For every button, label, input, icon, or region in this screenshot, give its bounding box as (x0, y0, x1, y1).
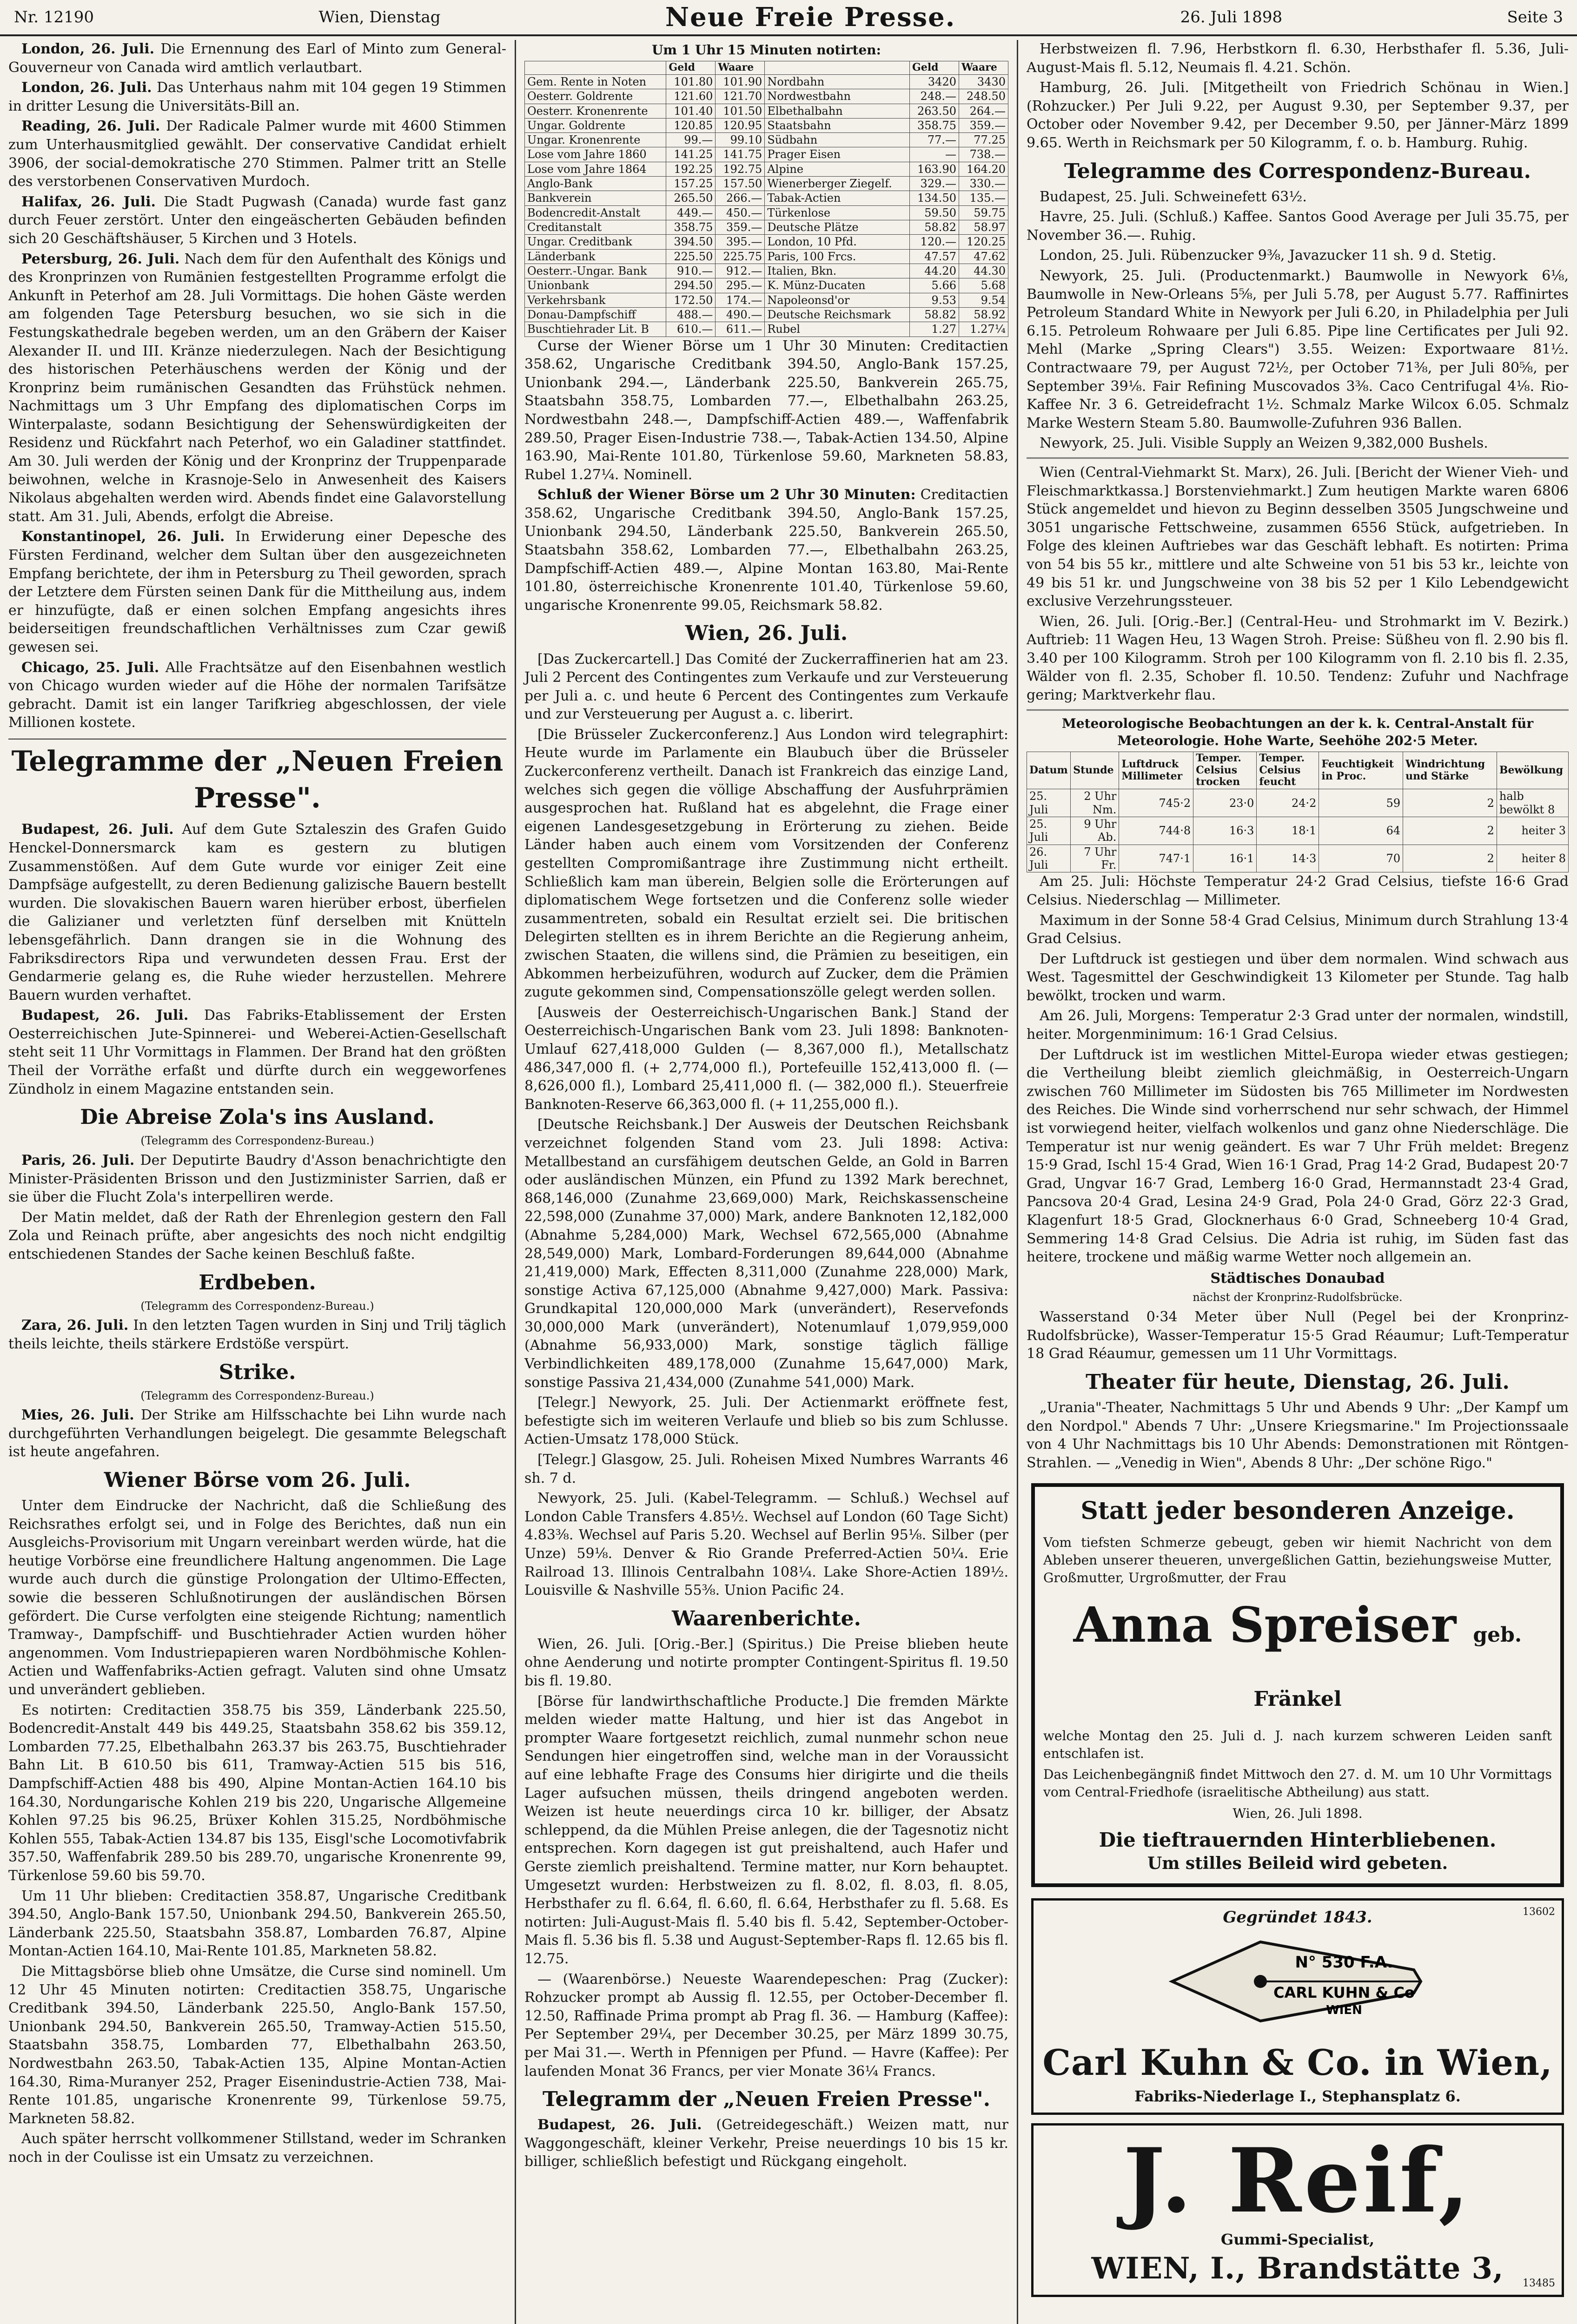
table-cell: 2 (1403, 845, 1497, 872)
divider (1027, 457, 1569, 459)
kuhn-company-name: Carl Kuhn & Co. in Wien, (1042, 2042, 1553, 2084)
table-cell: 163.90 (910, 162, 959, 176)
table-cell: 488.— (666, 307, 716, 322)
table-cell: 47.62 (959, 249, 1008, 264)
table-cell: 2 (1403, 789, 1497, 817)
quote-row (525, 89, 1008, 104)
table-cell: 248.— (910, 89, 959, 104)
table-cell: 2 Uhr Nm. (1071, 789, 1119, 817)
livestock-paragraph: Wien (Central-Viehmarkt St. Marx), 26. Juli. [Bericht der Wiener Vieh- und Fleischmarktkassa.] Borstenviehmarkt.] Zum heutigen Markte waren 6806 Stück angemeldet und hievon zu Beginn desselben 3505 Jungschweine und 3051 ungarische Fettschweine, zusammen 6556 Stück, aufgetrieben. In Folge des kleinen Auftriebes war das Geschäft lebhaft. Es notirten: Prima von 54 bis 55 kr., mittlere und alte Schweine von 51 bis 53 kr., leichte von 49 bis 51 kr. und Jungschweine von 38 bis 52 per 1 Kilo Lebendgewicht exclusive Verzehrungssteuer. (1027, 464, 1569, 610)
table-cell: 7 Uhr Fr. (1071, 845, 1119, 872)
commodity-paragraph: — (Waarenbörse.) Neueste Waarendepeschen: Prag (Zucker): Rohzucker prompt ab Aussig fl. 12.55, per October-December fl. 12.50, Raffinade Prima prompt ab Prag fl. 36. — Hamburg (Kaffee): Per September 29¼, per December 30.25, per März 1899 30.75, per Mai 31.—. Werth in Pfennigen per Pfund. — Havre (Kaffee): Per laufenden Monat 36 Francs, per vier Monate 36¼ Francs. (524, 1971, 1008, 2080)
page-number: Seite 3 (1507, 8, 1563, 26)
table-cell: Bankverein (525, 191, 666, 205)
table-cell: 745·2 (1119, 789, 1193, 817)
deceased-name: Anna Spreiser geb. Fränkel (1073, 1596, 1522, 1711)
table-cell: Donau-Dampfschiff (525, 307, 666, 322)
table-cell: 295.— (716, 278, 765, 293)
telegram-heading: Telegramm der „Neuen Freien Presse". (542, 2087, 991, 2112)
table-header: Luftdruck Millimeter (1119, 752, 1193, 789)
zola-paragraph-2: Der Matin meldet, daß der Rath der Ehrenlegion gestern den Fall Zola und Reinach prüfte, aber angesichts des noch nicht endgiltig entschiedenen Standes der Sache keinen Beschluß faßte. (8, 1209, 506, 1262)
table-cell: 58.97 (959, 220, 1008, 235)
quote-row (525, 177, 1008, 191)
table-cell: 738.— (959, 147, 1008, 162)
masthead (0, 0, 1577, 36)
table-cell: Staatsbahn (765, 118, 910, 132)
table-cell: 134.50 (910, 191, 959, 205)
exchange-close-paragraph: Schluß der Wiener Börse um 2 Uhr 30 Minuten: Creditactien 358.62, Ungarische Creditbank 394.50, Anglo-Bank 157.25, Unionbank 294.50, Länderbank 225.50, Bankverein 265.50, Staatsbahn 358.62, Lombarden 77.—, Elbethalbahn 263.25, Dampfschiff-Actien 489.—, Alpine Montan 163.80, Mai-Rente 101.80, österreichische Kronenrente 101.40, Türkenlose 59.60, ungarische Kronenrente 99.05, Reichsmark 58.82. (524, 487, 1008, 614)
weather-row (1027, 817, 1569, 845)
table-cell: 47.57 (910, 249, 959, 264)
donaubad-sub: nächst der Kronprinz-Rudolfsbrücke. (1193, 1291, 1403, 1304)
market-paragraph: Newyork, 25. Juli. Visible Supply an Weizen 9,382,000 Bushels. (1040, 435, 1488, 452)
table-cell: 2 (1403, 817, 1497, 845)
quote-row (525, 264, 1008, 278)
exchange-paragraph: Curse der Wiener Börse um 1 Uhr 30 Minuten: Creditactien 358.62, Ungarische Creditbank 394.50, Anglo-Bank 157.25, Unionbank 294.—, Länderbank 225.50, Bankverein 265.75, Staatsbahn 358.75, Lombarden 77.—, Elbethalbahn 263.25, Nordwestbahn 248.—, Dampfschiff-Actien 489.—, Waffenfabrik 289.50, Prager Eisen-Industrie 738.—, Tabak-Actien 134.50, Alpine 163.90, Mai-Rente 101.80, Türkenlose 59.60, Markneten 58.83, Rubel 1.27¼. Nominell. (524, 337, 1008, 483)
table-cell: 101.40 (666, 104, 716, 118)
article-paragraph: Petersburg, 26. Juli. Nach dem für den Aufenthalt des Königs und des Kronprinzen von Rumänien festgestellten Programme erfolgt die Ankunft in Peterhof am 28. Juli Vormittags. Die hohen Gäste werden am folgenden Tage Petersburg besuchen, wo sie sich in die Festungskathedrale begeben werden, um an den Gräbern der Kaiser Alexander II. und III. Kränze niederzulegen. Nach der Besichtigung des historischen Peterhäuschens werden der König und der Kronprinz beim rumänischen Gesandten das Frühstück nehmen. Nachmittags um 3 Uhr Empfang des diplomatischen Corps im Winterpalaste, sodann Besichtigung der Sehenswürdigkeiten der Residenz und Rückfahrt nach Peterhof, wo ein Galadiner stattfindet. Am 30. Juli werden der König und der Kronprinz der Truppenparade beiwohnen, welche in Krasnoje-Selo in Anwesenheit des Kaisers Nikolaus abgehalten werden wird. Abends findet eine Galavorstellung statt. Am 31. Juli, Abends, erfolgt die Abreise. (8, 251, 506, 525)
table-cell: 120.— (910, 235, 959, 249)
table-cell: 225.50 (666, 249, 716, 264)
weather-row (1027, 789, 1569, 817)
commodity-paragraph: Wien, 26. Juli. [Orig.-Ber.] (Spiritus.) Die Preise blieben heute ohne Aenderung und notirte prompter Contingent-Spiritus fl. 19.50 bis fl. 19.80. (524, 1636, 1008, 1690)
table-cell: Alpine (765, 162, 910, 176)
quote-row (525, 205, 1008, 220)
table-cell: 5.66 (910, 278, 959, 293)
table-cell: Ungar. Kronenrente (525, 133, 666, 147)
table-cell: 3430 (959, 74, 1008, 89)
strike-heading: Strike. (219, 1360, 296, 1384)
exchange-paragraph: Unter dem Eindrucke der Nachricht, daß die Schließung des Reichsrathes erfolgt sei, und in Folge des Berichtes, daß nun ein Ausgleichs-Provisorium mit Ungarn vereinbart werden würde, hat die heutige Vorbörse eine freundlichere Haltung angenommen. Die Lage wurde auch durch die günstige Prolongation der Ultimo-Effecten, sowie die besseren Schlußnotirungen der ausländischen Börsen gefördert. Die Curse verfolgten eine steigende Richtung; namentlich Tramway-, Dampfschiff- und Buschtiehrader Actien wurden höher angenommen. Vom Industriepapieren waren Nordböhmische Kohlen-Actien und Waffenfabriks-Actien gefragt. Valuten sind ohne Umsatz und unverändert geblieben. (8, 1498, 506, 1698)
issue-number: Nr. 12190 (14, 8, 94, 26)
quote-row (525, 74, 1008, 89)
table-header: Geld (666, 61, 716, 74)
table-cell: 101.80 (666, 74, 716, 89)
weather-row (1027, 845, 1569, 872)
table-cell: 16·1 (1193, 845, 1257, 872)
table-cell: 101.50 (716, 104, 765, 118)
theater-paragraph: „Urania"-Theater, Nachmittags 5 Uhr und Abends 9 Uhr: „Der Kampf um den Nordpol." Abends 7 Uhr: „Unsere Kriegsmarine." Im Projectionssaale von 4 Uhr Nachmittags bis 10 Uhr Abends: Demonstrationen mit Röntgen-Strahlen. — „Venedig in Wien", Abends 8 Uhr: „Der schöne Rigo." (1027, 1399, 1569, 1471)
table-cell: 70 (1319, 845, 1403, 872)
table-cell: 1.27 (910, 322, 959, 337)
table-cell: Paris, 100 Frcs. (765, 249, 910, 264)
table-cell: Gem. Rente in Noten (525, 74, 666, 89)
market-paragraph: London, 25. Juli. Rübenzucker 9⅜, Javazucker 11 sh. 9 d. Stetig. (1040, 247, 1497, 264)
table-cell: 266.— (716, 191, 765, 205)
quote-row (525, 133, 1008, 147)
earthquake-heading: Erdbeben. (199, 1270, 316, 1294)
exchange-paragraph: Es notirten: Creditactien 358.75 bis 359, Länderbank 225.50, Bodencredit-Anstalt 449 bis 449.25, Staatsbahn 358.62 bis 359.12, Lombarden 77.25, Elbethalbahn 263.37 bis 263.75, Buschtiehrader Bahn Lit. B 610.50 bis 611, Tramway-Actien 515 bis 516, Dampfschiff-Actien 488 bis 490, Alpine Montan-Actien 164.10 bis 164.30, Nordungarische Kohlen 219 bis 220, Ungarische Allgemeine Kohlen 97.25 bis 96.25, Brüxer Kohlen 315.25, Nordböhmische Kohlen 555, Tabak-Actien 134.87 bis 135, Eisgl'sche Locomotivfabrik 357.50, Waffenfabrik 289.50 bis 289.70, ungarische Kronenrente 99, Türkenlose 59.60 bis 59.70. (8, 1702, 506, 1884)
table-cell: 121.70 (716, 89, 765, 104)
nib-text-1: N° 530 F.A. (1295, 1953, 1393, 1972)
table-header: Waare (716, 61, 765, 74)
table-cell: 25. Juli (1027, 817, 1071, 845)
nib-text-3: WIEN (1326, 2003, 1362, 2017)
table-cell: 9.54 (959, 293, 1008, 307)
place-date: Wien, Dienstag (318, 8, 441, 26)
nib-text-2: CARL KUHN & Co (1273, 1983, 1415, 2001)
table-cell: 263.50 (910, 104, 959, 118)
table-cell: 77.— (910, 133, 959, 147)
zola-heading: Die Abreise Zola's ins Ausland. (80, 1105, 435, 1129)
article-paragraph: Chicago, 25. Juli. Alle Frachtsätze auf den Eisenbahnen westlich von Chicago wurden wieder auf die Höhe der normalen Tarifsätze gebracht. Damit ist ein langer Tarifkrieg abgeschlossen, der viele Millionen kostete. (8, 659, 506, 731)
table-cell: Südbahn (765, 133, 910, 147)
table-cell: — (910, 147, 959, 162)
table-cell: 394.50 (666, 235, 716, 249)
table-cell: 912.— (716, 264, 765, 278)
table-header: Windrichtung und Stärke (1403, 752, 1497, 789)
table-cell: 16·3 (1193, 817, 1257, 845)
table-header-row (1027, 752, 1569, 789)
table-cell: 264.— (959, 104, 1008, 118)
divider (1027, 709, 1569, 711)
death-notice-text: Vom tiefsten Schmerze gebeugt, geben wir hiemit Nachricht von dem Ableben unserer theueren, unvergeßlichen Gattin, beziehungsweise Mutter, Großmutter, Urgroßmutter, der Frau (1043, 1534, 1552, 1585)
market-paragraph: Hamburg, 26. Juli. [Mitgetheilt von Friedrich Schönau in Wien.] (Rohzucker.) Per Juli 9.22, per August 9.30, per September 9.37, per October oder November 9.42, per December 9.50, per Jänner-März 1899 9.65. Werth in Reichsmark per 50 Kilogramm, f. o. b. Hamburg. Ruhig. (1027, 79, 1569, 151)
table-cell: Deutsche Reichsmark (765, 307, 910, 322)
table-cell: Wienerberger Ziegelf. (765, 177, 910, 191)
telegram-paragraph: Budapest, 26. Juli. Auf dem Gute Sztaleszin des Grafen Guido Henckel-Donnersmarck kam es gestern zu blutigen Zusammenstößen. Auf dem Gute wurde vor einiger Zeit eine Dampfsäge aufgestellt, zu deren Bedienung galizische Bauern bestellt wurden. Die slovakischen Bauern waren hierüber erbost, überfielen die Galizianer und verletzten fünf derselben mit Knütteln lebensgefährlich. Dann drangen sie in die Wohnung des Fabriksdirectors Ripa und verwundeten dessen Frau. Erst der Gendarmerie gelang es, die Ruhe wieder herzustellen. Mehrere Bauern wurden verhaftet. (8, 821, 506, 1004)
economy-paragraph: [Telegr.] Newyork, 25. Juli. Der Actienmarkt eröffnete fest, befestigte sich im weiteren Verlaufe und blieb so bis zum Schlusse. Actien-Umsatz 178,000 Stück. (524, 1394, 1008, 1448)
table-header (525, 61, 666, 74)
table-cell: Italien, Bkn. (765, 264, 910, 278)
market-paragraph: Havre, 25. Juli. (Schluß.) Kaffee. Santos Good Average per Juli 35.75, per November 36.—. Ruhig. (1027, 209, 1569, 244)
table-cell: 135.— (959, 191, 1008, 205)
exchange-paragraph: Auch später herrscht vollkommener Stillstand, weder im Schranken noch in der Coulisse ist ein Umsatz zu verzeichnen. (8, 2131, 506, 2166)
table-cell: Oesterr.-Ungar. Bank (525, 264, 666, 278)
article-paragraph: London, 26. Juli. Die Ernennung des Earl of Minto zum General-Gouverneur von Canada wird amtlich verlautbart. (8, 41, 507, 76)
vienna-heading: Wien, 26. Juli. (685, 621, 848, 646)
table-cell: 248.50 (959, 89, 1008, 104)
table-cell: Lose vom Jahre 1860 (525, 147, 666, 162)
column-1 (0, 40, 516, 2324)
death-notice-text: Das Leichenbegängniß findet Mittwoch den 27. d. M. um 10 Uhr Vormittags vom Central-Friedhofe (israelitische Abtheilung) aus statt. (1043, 1767, 1552, 1800)
table-cell: Unionbank (525, 278, 666, 293)
table-cell: Elbethalbahn (765, 104, 910, 118)
table-cell: 24·2 (1257, 789, 1319, 817)
article-paragraph: London, 26. Juli. Das Unterhaus nahm mit 104 gegen 19 Stimmen in dritter Lesung die Universitäts-Bill an. (8, 79, 507, 114)
economy-paragraph: [Die Brüsseler Zuckerconferenz.] Aus London wird telegraphirt: Heute wurde im Parlamente ein Blaubuch über die Brüsseler Zuckerconferenz vertheilt. Danach ist Frankreich das einzige Land, welches sich gegen die völlige Abschaffung der Ausfuhrprämien ausgesprochen hat. Rußland hat es abgelehnt, die Frage einer eigenen Landesgesetzgebung in Erörterung zu ziehen. Beide Länder haben auch einem vom Vorsitzenden der Conferenz gestellten Compromißantrage ihre Zustimmung nicht ertheilt. Schließlich kam man überein, Belgien solle die Erörterungen auf diplomatischem Wege fortsetzen und die Conferenz solle wieder zusammentreten, sobald ein Resultat erzielt sei. Die britischen Delegirten stellten es in ihrem Berichte an die Regierung anheim, zwischen Staaten, die willens sind, die Prämien zu beseitigen, ein Abkommen herbeizuführen, wodurch auf Zucker, dem die Prämien zugute gekommen sind, Compensationszölle gelegt werden sollen. (524, 726, 1008, 1001)
stock-exchange-heading: Wiener Börse vom 26. Juli. (104, 1468, 411, 1492)
commodity-paragraph: [Börse für landwirthschaftliche Producte.] Die fremden Märkte melden wieder matte Haltung, und hier ist das Angebot in prompter Waare fortgesetzt reichlich, zumal nunmehr schon neue Sendungen hier eingetroffen sind, welche man in der Voraussicht auf eine lebhafte Frage des Consums hier dirigirte und die theils Lager aufsuchen müssen, theils dringend angeboten werden. Weizen ist heute neuerdings circa 10 kr. billiger, der Absatz schleppend, da die Mühlen Preise anlegen, die der Tagesnotiz nicht entsprechen. Korn dagegen ist gut preishaltend, auch Hafer und Gerste ziemlich preishaltend. Termine matter, nur Korn behauptet. Umgesetzt wurden: Herbstweizen zu fl. 8.02, fl. 8.03, fl. 8.05, Herbsthafer zu fl. 6.64, fl. 6.60, fl. 6.64, Herbsthafer zu fl. 5.68. Es notirten: Juli-August-Mais fl. 5.40 bis fl. 5.42, September-October-Mais fl. 5.36 bis fl. 5.38 und August-September-Raps fl. 12.65 bis fl. 12.75. (524, 1693, 1008, 1967)
quotes-table (524, 61, 1008, 337)
table-cell: 141.75 (716, 147, 765, 162)
table-cell: Prager Eisen (765, 147, 910, 162)
table-header-row (525, 61, 1008, 74)
table-cell: 490.— (716, 307, 765, 322)
quote-row (525, 249, 1008, 264)
quote-row (525, 322, 1008, 337)
quote-row (525, 162, 1008, 176)
table-cell: 120.95 (716, 118, 765, 132)
death-notice-signature: Die tieftrauernden Hinterbliebenen. (1099, 1828, 1497, 1851)
weather-paragraph: Maximum in der Sonne 58·4 Grad Celsius, Minimum durch Strahlung 13·4 Grad Celsius. (1027, 912, 1569, 947)
exchange-paragraph: Die Mittagsbörse blieb ohne Umsätze, die Curse sind nominell. Um 12 Uhr 45 Minuten notirten: Creditactien 358.75, Ungarische Creditbank 394.50, Länderbank 225.50, Anglo-Bank 157.50, Unionbank 294.50, Bankverein 265.50, Tramway-Actien 515.50, Staatsbahn 358.75, Lombarden 77, Elbethalbahn 263.50, Nordwestbahn 263.50, Tabak-Actien 135, Alpine Montan-Actien 164.30, Rima-Muranyer 252, Prager Eisenindustrie-Actien 738, Mai-Rente 101.85, ungarische Kronenrente 99, Türkenlose 59.75, Markneten 58.82. (8, 1963, 506, 2127)
table-cell: 157.50 (716, 177, 765, 191)
table-cell: 23·0 (1193, 789, 1257, 817)
death-notice-date: Wien, 26. Juli 1898. (1232, 1806, 1363, 1822)
table-cell: 330.— (959, 177, 1008, 191)
telegram-paragraph: Budapest, 26. Juli. (Getreidegeschäft.) Weizen matt, nur Waggongeschäft, kleiner Verkehr, Preise neuerdings 10 bis 15 kr. billiger, schließlich befestigt und Rückgang eingeholt. (524, 2117, 1009, 2170)
quote-row (525, 293, 1008, 307)
column-3 (1018, 40, 1577, 2324)
table-cell: Türkenlose (765, 205, 910, 220)
table-cell: Oesterr. Goldrente (525, 89, 666, 104)
table-cell: 910.— (666, 264, 716, 278)
table-cell: 26. Juli (1027, 845, 1071, 872)
table-header: Stunde (1071, 752, 1119, 789)
weather-paragraph: Der Luftdruck ist im westlichen Mittel-Europa wieder etwas gestiegen; die Vertheilung bleibt ziemlich gleichmäßig, in Oesterreich-Ungarn zwischen 760 Millimeter im Südosten bis 765 Millimeter im Nordwesten des Reiches. Die Winde sind vorherrschend nur sehr schwach, der Himmel ist vorwiegend heiter, vielfach wolkenlos und ganz ohne Niederschläge. Die Temperatur ist nur wenig geändert. Es war 7 Uhr Früh meldet: Bregenz 15·9 Grad, Ischl 15·4 Grad, Wien 16·1 Grad, Prag 14·2 Grad, Budapest 20·7 Grad, Ungvar 16·7 Grad, Lemberg 16·0 Grad, Hermannstadt 23·4 Grad, Pancsova 20·4 Grad, Lesina 24·9 Grad, Pola 24·0 Grad, Görz 22·3 Grad, Klagenfurt 18·5 Grad, Glocknerhaus 6·0 Grad, Schneeberg 10·4 Grad, Semmering 14·8 Grad Celsius. Die Adria ist ruhig, im Süden fast das heitere, trockene und mäßig warme Wetter noch allgemein an. (1027, 1046, 1569, 1266)
quote-row (525, 307, 1008, 322)
table-cell: 58.82 (910, 307, 959, 322)
table-cell: 450.— (716, 205, 765, 220)
founded-label: Gegründet 1843. (1223, 1908, 1372, 1927)
kuhn-address: Fabriks-Niederlage I., Stephansplatz 6. (1134, 2087, 1461, 2105)
table-cell: 101.90 (716, 74, 765, 89)
weather-paragraph: Der Luftdruck ist gestiegen und über dem normalen. Wind schwach aus West. Tagesmittel der Geschwindigkeit 13 Kilometer per Stunde. Tag halb bewölkt, trocken und warm. (1027, 951, 1569, 1004)
table-cell: 99.— (666, 133, 716, 147)
table-cell: 99.10 (716, 133, 765, 147)
table-cell: 157.25 (666, 177, 716, 191)
table-cell: 9.53 (910, 293, 959, 307)
market-paragraph: Herbstweizen fl. 7.96, Herbstkorn fl. 6.30, Herbsthafer fl. 5.36, Juli-August-Mais fl. 5.12, Neumais fl. 4.21. Schön. (1027, 41, 1569, 76)
table-cell: 192.75 (716, 162, 765, 176)
exchange-paragraph: Um 11 Uhr blieben: Creditactien 358.87, Ungarische Creditbank 394.50, Anglo-Bank 157.50, Unionbank 294.50, Bankverein 265.50, Länderbank 225.50, Staatsbahn 358.87, Lombarden 76.87, Alpine Montan-Actien 164.10, Mai-Rente 101.85, Markneten 58.82. (8, 1888, 506, 1960)
table-cell: 9 Uhr Ab. (1071, 817, 1119, 845)
table-cell: 64 (1319, 817, 1403, 845)
weather-table (1027, 752, 1569, 873)
table-cell: heiter 8 (1497, 845, 1568, 872)
table-cell: 120.25 (959, 235, 1008, 249)
news-block (8, 40, 506, 732)
table-cell: 44.20 (910, 264, 959, 278)
theater-heading: Theater für heute, Dienstag, 26. Juli. (1086, 1370, 1510, 1394)
table-cell: Rubel (765, 322, 910, 337)
table-cell: 449.— (666, 205, 716, 220)
market-paragraph: Newyork, 25. Juli. (Productenmarkt.) Baumwolle in Newyork 6⅛, Baumwolle in New-Orleans 5⅝, per Juli 5.78, per August 5.77. Raffinirtes Petroleum Standard White in Newyork per Juli 6.20, in Philadelphia per Juli 6.15. Petroleum Rohwaare per Juli 6.85. Pipe line Certificates per Juli 92. Mehl (Marke „Spring Clears") 3.55. Weizen: Exportwaare 81½. Contractwaare 79, per August 72½, per October 71⅜, per Juli 80⅝, per September 39⅛. Fair Refining Muscovados 3⅜. Caco Centrifugal 4⅛. Rio-Kaffee Nr. 3 6. Getreidefracht 1½. Schmalz Marke Wilcox 6.05. Schmalz Marke Western Steam 5.80. Baumwolle-Zufuhren 936 Ballen. (1027, 268, 1569, 431)
table-cell: Anglo-Bank (525, 177, 666, 191)
table-cell: 1.27¼ (959, 322, 1008, 337)
table-cell: 5.68 (959, 278, 1008, 293)
table-cell: 744·8 (1119, 817, 1193, 845)
newspaper-title: Neue Freie Presse. (665, 2, 956, 33)
weather-paragraph: Am 26. Juli, Morgens: Temperatur 2·3 Grad unter der normalen, windstill, heiter. Morgenminimum: 16·1 Grad Celsius. (1027, 1008, 1569, 1043)
table-cell: Ungar. Creditbank (525, 235, 666, 249)
table-cell: 59.75 (959, 205, 1008, 220)
quote-row (525, 104, 1008, 118)
table-cell: 174.— (716, 293, 765, 307)
quote-row (525, 118, 1008, 132)
economy-paragraph: [Ausweis der Oesterreichisch-Ungarischen Bank.] Stand der Oesterreichisch-Ungarischen Bank vom 23. Juli 1898: Banknoten-Umlauf 627,418,000 Gulden (— 8,367,000 fl.), Metallschatz 486,347,000 fl. (+ 2,774,000 fl.), Portefeuille 152,413,000 fl. (— 8,626,000 fl.), Lombard 25,411,000 fl. (— 382,000 fl.). Steuerfreie Banknoten-Reserve 66,363,000 fl. (+ 11,255,000 fl.). (524, 1004, 1008, 1113)
quote-row (525, 235, 1008, 249)
table-cell: 44.30 (959, 264, 1008, 278)
table-cell: 359.— (959, 118, 1008, 132)
table-cell: 121.60 (666, 89, 716, 104)
economy-paragraph: [Deutsche Reichsbank.] Der Ausweis der Deutschen Reichsbank verzeichnet folgenden Stand vom 23. Juli 1898: Activa: Metallbestand an cursfähigem deutschen Gelde, an Gold in Barren oder ausländischen Münzen, ein Pfund zu 1392 Mark berechnet, 868,146,000 (Zunahme 23,669,000) Mark, Reichskassenscheine 22,598,000 (Zunahme 37,000) Mark, andere Banknoten 12,182,000 (Abnahme 5,284,000) Mark, Wechsel 672,565,000 (Abnahme 28,549,000) Mark, Lombard-Forderungen 89,644,000 (Abnahme 21,419,000) Mark, Effecten 8,311,000 (Zunahme 228,000) Mark, sonstige Activa 67,125,000 (Abnahme 9,427,000) Mark. Passiva: Grundkapital 120,000,000 Mark (unverändert), Reservefonds 30,000,000 Mark (unverändert), Notenumlauf 1,079,959,000 (Abnahme 56,933,000) Mark, sonstige täglich fällige Verbindlichkeiten 489,178,000 (Zunahme 15,647,000) Mark, sonstige Passiva 21,434,000 (Zunahme 541,000) Mark. (524, 1116, 1008, 1391)
table-cell: Ungar. Goldrente (525, 118, 666, 132)
economy-paragraph: [Telegr.] Glasgow, 25. Juli. Roheisen Mixed Numbres Warrants 46 sh. 7 d. (524, 1452, 1008, 1486)
table-cell: 14·3 (1257, 845, 1319, 872)
telegram-paragraph: Budapest, 26. Juli. Das Fabriks-Etablissement der Ersten Oesterreichischen Jute-Spinnerei- und Weberei-Actien-Gesellschaft steht seit 11 Uhr Vormittags in Flammen. Der Brand hat den größten Theil der Vorräthe erfaßt und dürfte durch ein weggeworfenes Zündholz in einem Magazine entstanden sein. (8, 1007, 506, 1097)
table-cell: K. Münz-Ducaten (765, 278, 910, 293)
source-note: (Telegramm des Correspondenz-Bureau.) (140, 1299, 374, 1313)
table-cell: 358.75 (910, 118, 959, 132)
table-cell: Tabak-Actien (765, 191, 910, 205)
quotes-table-title: Um 1 Uhr 15 Minuten notirten: (651, 42, 881, 58)
table-cell: 59 (1319, 789, 1403, 817)
column-2 (516, 40, 1018, 2324)
issue-date: 26. Juli 1898 (1180, 8, 1283, 26)
table-cell: 59.50 (910, 205, 959, 220)
table-cell: 172.50 (666, 293, 716, 307)
quote-row (525, 191, 1008, 205)
table-cell: 58.82 (910, 220, 959, 235)
table-cell: Buschtiehrader Lit. B (525, 322, 666, 337)
source-note: (Telegramm des Correspondenz-Bureau.) (140, 1389, 374, 1402)
table-cell: 25. Juli (1027, 789, 1071, 817)
market-paragraph: Budapest, 25. Juli. Schweinefett 63½. (1040, 188, 1307, 205)
table-cell: Napoleonsd'or (765, 293, 910, 307)
table-cell: halb bewölkt 8 (1497, 789, 1568, 817)
table-header: Temper. Celsius trocken (1193, 752, 1257, 789)
table-header: Geld (910, 61, 959, 74)
commodity-reports-heading: Waarenberichte. (672, 1606, 861, 1631)
death-notice-text: welche Montag den 25. Juli d. J. nach kurzem schweren Leiden sanft entschlafen ist. (1043, 1728, 1552, 1761)
table-cell: 3420 (910, 74, 959, 89)
table-cell: 18·1 (1257, 817, 1319, 845)
quote-row (525, 220, 1008, 235)
reif-address: WIEN, I., Brandstätte 3, (1091, 2251, 1504, 2286)
table-cell: 192.25 (666, 162, 716, 176)
strike-paragraph: Mies, 26. Juli. Der Strike am Hilfsschachte bei Lihn wurde nach durchgeführten Verhandlungen beigelegt. Die gesammte Belegschaft ist heute angefahren. (8, 1407, 506, 1460)
table-header: Bewölkung (1497, 752, 1568, 789)
table-cell: Bodencredit-Anstalt (525, 205, 666, 220)
table-cell: 358.75 (666, 220, 716, 235)
table-cell: Nordbahn (765, 74, 910, 89)
donaubad-heading: Städtisches Donaubad (1210, 1270, 1385, 1287)
table-cell: 747·1 (1119, 845, 1193, 872)
pen-nib-icon (1167, 1933, 1428, 2030)
table-cell: 141.25 (666, 147, 716, 162)
livestock-paragraph: Wien, 26. Juli. [Orig.-Ber.] (Central-Heu- und Strohmarkt im V. Bezirk.) Auftrieb: 11 Wagen Heu, 13 Wagen Stroh. Preise: Süßheu von fl. 2.90 bis fl. 3.40 per 100 Kilogramm. Stroh per 100 Kilogramm von fl. 2.10 bis fl. 2.35, Wälder von fl. 2.35, Schober fl. 10.50. Tendenz: Zufuhr und Nachfrage gering; Marktverkehr flau. (1027, 613, 1569, 704)
table-cell: 77.25 (959, 133, 1008, 147)
table-header: Feuchtigkeit in Proc. (1319, 752, 1403, 789)
table-cell: 265.50 (666, 191, 716, 205)
ad-number: 13602 (1523, 1906, 1555, 1918)
table-cell: 329.— (910, 177, 959, 191)
table-cell: Nordwestbahn (765, 89, 910, 104)
weather-paragraph: Am 25. Juli: Höchste Temperatur 24·2 Grad Celsius, tiefste 16·6 Grad Celsius. Niederschlag — Millimeter. (1027, 873, 1569, 908)
table-header (765, 61, 910, 74)
economy-paragraph: [Das Zuckercartell.] Das Comité der Zuckerraffinerien hat am 23. Juli 2 Percent des Contingentes zum Verkaufe und zur Versteuerung per Juli a. c. und heute 6 Percent des Contingentes zum Verkaufe und zur Versteuerung per August a. c. liberirt. (524, 651, 1008, 723)
correspondence-heading: Telegramme des Correspondenz-Bureau. (1064, 159, 1531, 183)
table-header: Datum (1027, 752, 1071, 789)
article-paragraph: Reading, 26. Juli. Der Radicale Palmer wurde mit 4600 Stimmen zum Unterhausmitglied gewählt. Der conservative Candidat erhielt 3906, der social-demokratische 270 Stimmen. Palmer tritt an Stelle des verstorbenen Conservativen Murdoch. (8, 118, 507, 190)
death-notice-title: Statt jeder besonderen Anzeige. (1080, 1497, 1515, 1525)
table-cell: 120.85 (666, 118, 716, 132)
table-cell: Lose vom Jahre 1864 (525, 162, 666, 176)
death-notice-request: Um stilles Beileid wird gebeten. (1147, 1854, 1448, 1874)
table-cell: Deutsche Plätze (765, 220, 910, 235)
table-cell: Länderbank (525, 249, 666, 264)
reif-advertisement (1031, 2123, 1564, 2298)
table-header: Temper. Celsius feucht (1257, 752, 1319, 789)
table-cell: 225.75 (716, 249, 765, 264)
table-cell: 164.20 (959, 162, 1008, 176)
reif-name: J. Reif, (1123, 2128, 1472, 2232)
quote-row (525, 147, 1008, 162)
weather-table-title: Meteorologische Beobachtungen an der k. k. Central-Anstalt für Meteorologie. Hohe Warte, Seehöhe 202·5 Meter. (1061, 715, 1534, 748)
table-header: Waare (959, 61, 1008, 74)
table-cell: Oesterr. Kronenrente (525, 104, 666, 118)
telegrams-heading: Telegramme der „Neuen Freien Presse". (8, 739, 506, 817)
table-cell: Creditanstalt (525, 220, 666, 235)
table-cell: 611.— (716, 322, 765, 337)
reif-specialty: Gummi-Specialist, (1220, 2230, 1375, 2248)
table-cell: 359.— (716, 220, 765, 235)
article-paragraph: Halifax, 26. Juli. Die Stadt Pugwash (Canada) wurde fast ganz durch Feuer zerstört. Unter den eingeäscherten Gebäuden befinden sich 20 Geschäftshäuser, 5 Kirchen und 3 Hotels. (8, 193, 506, 247)
economy-paragraph: Newyork, 25. Juli. (Kabel-Telegramm. — Schluß.) Wechsel auf London Cable Transfers 4.85½. Wechsel auf London (60 Tage Sicht) 4.83⅜. Wechsel auf Paris 5.20. Wechsel auf Berlin 95⅛. Silber (per Unze) 59⅛. Denver & Rio Grande Preferred-Actien 50¼. Erie Railroad 13. Illinois Centralbahn 108¼. Lake Shore-Actien 189½. Louisville & Nashville 55⅜. Union Pacific 24. (524, 1490, 1008, 1599)
quote-row (525, 278, 1008, 293)
table-cell: London, 10 Pfd. (765, 235, 910, 249)
table-cell: Verkehrsbank (525, 293, 666, 307)
earthquake-paragraph: Zara, 26. Juli. In den letzten Tagen wurden in Sinj und Trilj täglich theils leichte, theils stärkere Erdstöße verspürt. (8, 1317, 506, 1352)
death-notice (1031, 1483, 1564, 1887)
table-cell: 395.— (716, 235, 765, 249)
table-cell: 610.— (666, 322, 716, 337)
donaubad-paragraph: Wasserstand 0·34 Meter über Null (Pegel bei der Kronprinz-Rudolfsbrücke), Wasser-Temperatur 15·5 Grad Réaumur; Luft-Temperatur 18 Grad Réaumur, gemessen um 11 Uhr Vormittags. (1027, 1309, 1569, 1362)
source-note: (Telegramm des Correspondenz-Bureau.) (140, 1134, 374, 1148)
kuhn-advertisement (1031, 1898, 1564, 2115)
zola-paragraph: Paris, 26. Juli. Der Deputirte Baudry d'Asson benachrichtigte den Minister-Präsidenten Brisson und den Justizminister Sarrien, daß er sie über die Flucht Zola's interpelliren werde. (8, 1152, 506, 1206)
table-cell: 294.50 (666, 278, 716, 293)
ad-number: 13485 (1523, 2278, 1555, 2290)
table-cell: heiter 3 (1497, 817, 1568, 845)
table-cell: 58.92 (959, 307, 1008, 322)
article-paragraph: Konstantinopel, 26. Juli. In Erwiderung einer Depesche des Fürsten Ferdinand, welcher dem Sultan über den ausgezeichneten Empfang berichtete, der ihm in Petersburg zu Theil geworden, sprach der Letztere dem Fürsten seinen Dank für die Mittheilung aus, indem er hinzufügte, daß er einen solchen Empfang angesichts ihres beiderseitigen freundschaftlichen Verhältnisses zum Czar gewiß gewesen sei. (8, 528, 506, 655)
